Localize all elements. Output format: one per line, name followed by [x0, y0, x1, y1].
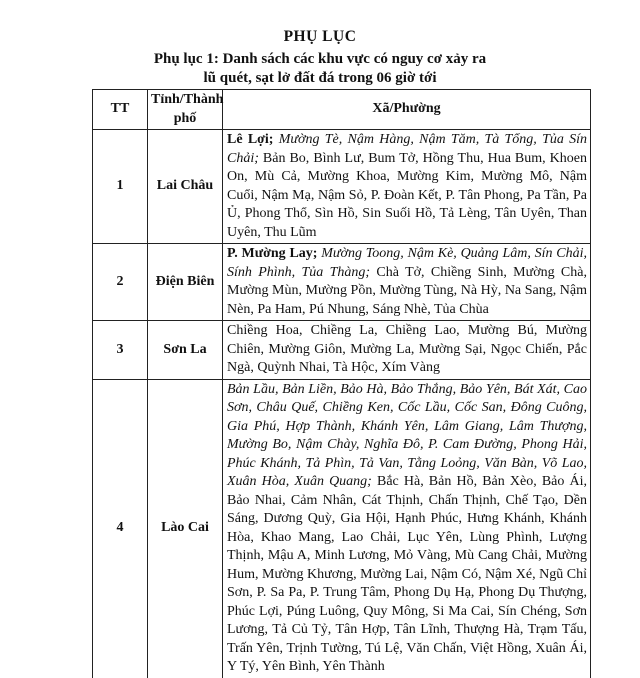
row-number: 2: [93, 244, 148, 321]
province-name: Lai Châu: [148, 130, 223, 244]
table-row: [93, 130, 591, 244]
ward-list: [223, 321, 591, 380]
table-row: [93, 379, 591, 678]
province-name: Lào Cai: [148, 379, 223, 678]
ward-list: [223, 379, 591, 678]
document-subtitle: [0, 50, 640, 88]
subtitle-line-2: lũ quét, sạt lở đất đá trong 06 giờ tới: [203, 70, 437, 86]
header-tt: TT: [93, 90, 148, 130]
table-row: [93, 244, 591, 321]
row-number: 3: [93, 321, 148, 380]
table-header-row: [93, 90, 591, 130]
ward-list-normal: Bản Bo, Bình Lư, Bum Tở, Hồng Thu, Hua Bum, Khoen On, Mù Cả, Mường Khoa, Mường Kim, Mường Mô, Nậm Cuổi, Nậm Mạ, Nậm Sỏ, P. Đoàn Kết, P. Tân Phong, Pa Tần, Pa Ủ, Phong Thổ, Sìn Hồ, Sin Suối Hồ, Tả Lèng, Tân Uyên, Than Uyên, Thu Lũm: [227, 150, 587, 240]
ward-list-italic: Mường Toong, Nậm Kè, Quảng Lâm, Sín Chải, Sính Phình, Tủa Thàng;: [227, 246, 588, 280]
row-number: 4: [93, 379, 148, 678]
document-title: PHỤ LỤC: [283, 28, 357, 45]
ward-list-lead: Lê Lợi;: [227, 132, 274, 147]
province-name: Sơn La: [148, 321, 223, 380]
ward-list-lead: P. Mường Lay;: [227, 246, 318, 261]
header-province: Tỉnh/Thành phố: [148, 90, 223, 130]
subtitle-line-1: Phụ lục 1: Danh sách các khu vực có nguy cơ xảy ra: [153, 51, 487, 67]
ward-list: [223, 244, 591, 321]
ward-list-italic: Bản Lầu, Bản Liền, Bảo Hà, Bảo Thắng, Bảo Yên, Bát Xát, Cao Sơn, Châu Quế, Chiềng Ken, Cốc Lầu, Cốc San, Đông Cuông, Gia Phú, Hợp Thành, Khánh Yên, Lâm Giang, Lâm Thượng, Mường Bo, Nậm Chày, Nghĩa Đô, P. Cam Đường, Phong Hải, Phúc Khánh, Tả Phìn, Tả Van, Tằng Loỏng, Văn Bàn, Võ Lao, Xuân Hòa, Xuân Quang;: [227, 381, 587, 489]
ward-list-normal: Chà Tở, Chiềng Sinh, Mường Chà, Mường Mùn, Mường Pồn, Mường Tùng, Nà Hỳ, Na Sang, Nậm Nèn, Pa Ham, Pú Nhung, Sáng Nhè, Tủa Chùa: [227, 264, 587, 317]
risk-area-table: [92, 89, 591, 678]
header-wards: Xã/Phường: [223, 90, 591, 130]
table-row: [93, 321, 591, 380]
ward-list: [223, 130, 591, 244]
row-number: 1: [93, 130, 148, 244]
ward-list-normal: Bắc Hà, Bản Hồ, Bản Xèo, Bảo Ái, Bảo Nhai, Cảm Nhân, Cát Thịnh, Chấn Thịnh, Chế Tạo, Dền Sáng, Dương Quỳ, Gia Hội, Hạnh Phúc, Hưng Khánh, Khánh Hòa, Khao Mang, Lao Chải, Lục Yên, Lùng Phình, Lượng Thịnh, Mậu A, Minh Lương, Mỏ Vàng, Mù Cang Chải, Mường Hum, Mường Khương, Mường Lai, Nậm Có, Nậm Xé, Ngũ Chỉ Sơn, P. Sa Pa, P. Trung Tâm, Phong Dụ Hạ, Phong Dụ Thượng, Phúc Lợi, Púng Luông, Quy Mông, Si Ma Cai, Sín Chéng, Sơn Lương, Tả Củ Tỷ, Tân Hợp, Tân Lĩnh, Thượng Hà, Trạm Tấu, Trấn Yên, Trịnh Tường, Tú Lệ, Văn Chấn, Việt Hồng, Xuân Ái, Y Tý, Yên Bình, Yên Thành: [227, 474, 587, 674]
ward-list-normal: Chiềng Hoa, Chiềng La, Chiềng Lao, Mường Bú, Mường Chiên, Mường Giôn, Mường La, Mường Sại, Ngọc Chiến, Pắc Ngà, Quỳnh Nhai, Tà Hộc, Xím Vàng: [227, 323, 587, 375]
province-name: Điện Biên: [148, 244, 223, 321]
ward-list-italic: Mường Tè, Nậm Hàng, Nậm Tăm, Tà Tổng, Tủa Sín Chải;: [227, 132, 588, 166]
